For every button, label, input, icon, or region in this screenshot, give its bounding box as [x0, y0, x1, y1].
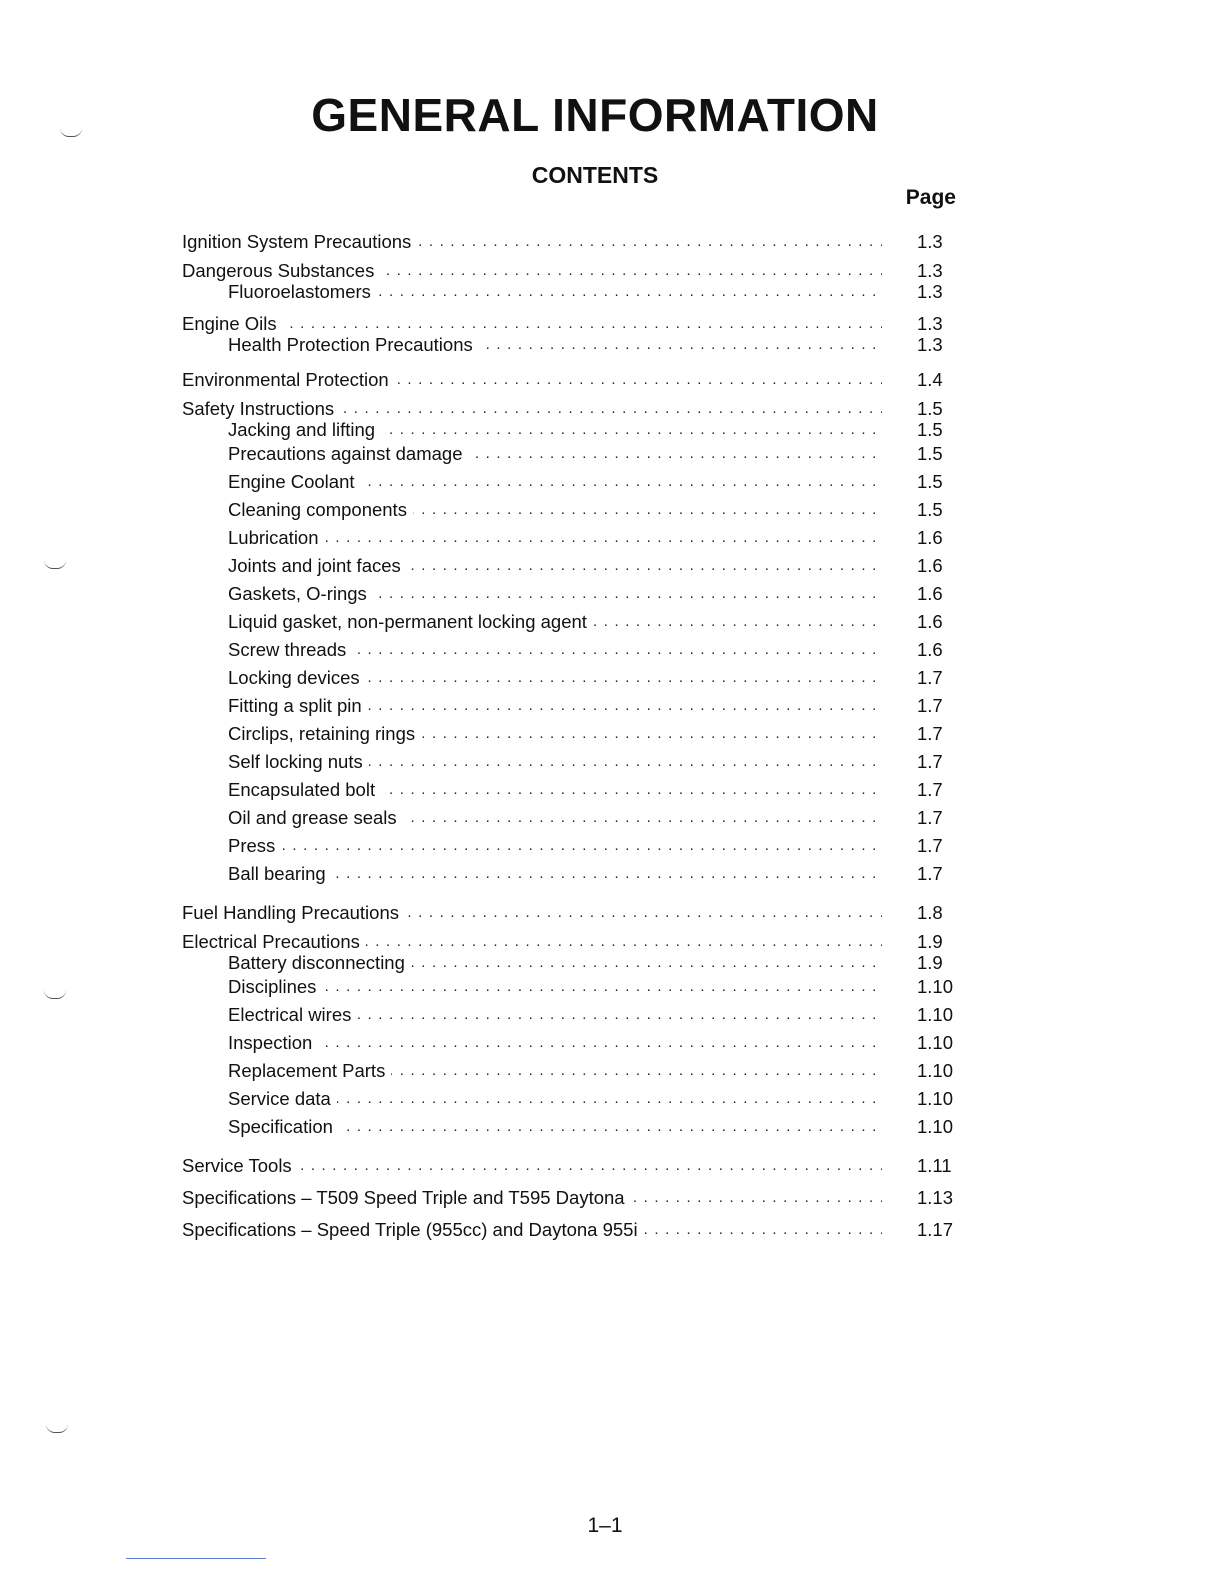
toc-entry-label: Joints and joint faces: [228, 555, 407, 576]
toc-entry[interactable]: [182, 776, 972, 804]
toc-entry-label: Fuel Handling Precautions: [182, 902, 405, 923]
toc-entry-label: Encapsulated bolt: [228, 779, 381, 800]
toc-entry-label: Environmental Protection: [182, 369, 395, 390]
toc-entry-page: 1.10: [917, 1088, 954, 1109]
toc-entry[interactable]: [182, 1216, 972, 1244]
binder-hole-mark: [46, 1424, 68, 1433]
toc-entry-label: Engine Coolant: [228, 471, 361, 492]
toc-entry[interactable]: [182, 334, 972, 355]
table-of-contents: [182, 228, 972, 1244]
toc-entry[interactable]: [182, 832, 972, 860]
toc-entry[interactable]: [182, 804, 972, 832]
toc-entry-page: 1.6: [917, 527, 943, 548]
toc-entry-page: 1.7: [917, 695, 943, 716]
toc-entry[interactable]: [182, 313, 972, 334]
toc-entry[interactable]: [182, 552, 972, 580]
page-column-heading: Page: [905, 186, 956, 209]
toc-entry-page: 1.6: [917, 611, 943, 632]
toc-entry-label: Cleaning components: [228, 499, 413, 520]
toc-entry-page: 1.11: [917, 1155, 952, 1176]
toc-entry[interactable]: [182, 664, 972, 692]
toc-entry-page: 1.10: [917, 1004, 954, 1025]
toc-entry[interactable]: [182, 931, 972, 952]
toc-entry-label: Liquid gasket, non-permanent locking agent: [228, 611, 593, 632]
toc-entry-page: 1.7: [917, 667, 943, 688]
page-title: GENERAL INFORMATION: [311, 89, 879, 141]
toc-entry[interactable]: [182, 440, 972, 468]
toc-entry[interactable]: [182, 899, 972, 927]
toc-entry-page: 1.7: [917, 751, 943, 772]
toc-entry[interactable]: [182, 720, 972, 748]
toc-entry-page: 1.5: [917, 471, 943, 492]
toc-entry-page: 1.5: [917, 443, 943, 464]
toc-entry[interactable]: [182, 1057, 972, 1085]
toc-entry-label: Electrical wires: [228, 1004, 357, 1025]
toc-entry[interactable]: [182, 260, 972, 281]
toc-entry[interactable]: [182, 748, 972, 776]
toc-entry[interactable]: [182, 973, 972, 1001]
toc-entry[interactable]: [182, 366, 972, 394]
toc-entry-page: 1.10: [917, 1116, 954, 1137]
toc-entry-page: 1.9: [917, 931, 943, 952]
toc-entry-label: Specifications – Speed Triple (955cc) and Daytona 955i: [182, 1219, 644, 1240]
toc-entry-page: 1.7: [917, 779, 943, 800]
toc-entry[interactable]: [182, 1184, 972, 1212]
toc-entry[interactable]: [182, 419, 972, 440]
toc-entry-label: Health Protection Precautions: [228, 334, 479, 355]
toc-entry-page: 1.3: [917, 313, 943, 334]
toc-entry[interactable]: [182, 952, 972, 973]
toc-entry-label: Fitting a split pin: [228, 695, 368, 716]
toc-entry[interactable]: [182, 228, 972, 256]
toc-entry-label: Oil and grease seals: [228, 807, 403, 828]
toc-entry[interactable]: [182, 1001, 972, 1029]
toc-entry-label: Ball bearing: [228, 863, 332, 884]
toc-entry[interactable]: [182, 860, 972, 888]
toc-entry-label: Screw threads: [228, 639, 352, 660]
toc-entry-label: Electrical Precautions: [182, 931, 366, 952]
toc-entry-page: 1.6: [917, 639, 943, 660]
toc-entry-page: 1.5: [917, 398, 943, 419]
toc-entry[interactable]: [182, 1085, 972, 1113]
toc-entry[interactable]: [182, 398, 972, 419]
toc-entry-label: Specifications – T509 Speed Triple and T595 Daytona: [182, 1187, 631, 1208]
toc-entry-label: Ignition System Precautions: [182, 231, 417, 252]
toc-entry-label: Jacking and lifting: [228, 419, 381, 440]
toc-entry-page: 1.10: [917, 976, 954, 997]
toc-entry[interactable]: [182, 692, 972, 720]
toc-entry-label: Dangerous Substances: [182, 260, 380, 281]
toc-entry-label: Safety Instructions: [182, 398, 340, 419]
toc-entry-label: Circlips, retaining rings: [228, 723, 421, 744]
toc-entry-label: Press: [228, 835, 281, 856]
binder-hole-mark: [44, 560, 66, 569]
page-number: 1–1: [587, 1514, 623, 1537]
toc-entry[interactable]: [182, 496, 972, 524]
toc-entry-page: 1.5: [917, 419, 943, 440]
toc-entry-page: 1.10: [917, 1060, 954, 1081]
toc-entry-page: 1.6: [917, 555, 943, 576]
toc-entry-label: Gaskets, O-rings: [228, 583, 373, 604]
toc-entry[interactable]: [182, 636, 972, 664]
toc-entry[interactable]: [182, 524, 972, 552]
toc-entry-label: Self locking nuts: [228, 751, 369, 772]
toc-entry-page: 1.10: [917, 1032, 954, 1053]
toc-entry-page: 1.7: [917, 723, 943, 744]
toc-entry[interactable]: [182, 580, 972, 608]
toc-entry-page: 1.7: [917, 835, 943, 856]
toc-entry-label: Replacement Parts: [228, 1060, 391, 1081]
toc-entry-label: Inspection: [228, 1032, 318, 1053]
toc-entry-label: Fluoroelastomers: [228, 281, 377, 302]
toc-entry[interactable]: [182, 281, 972, 302]
toc-entry-label: Service Tools: [182, 1155, 298, 1176]
toc-entry-page: 1.7: [917, 863, 943, 884]
toc-entry-page: 1.3: [917, 231, 943, 252]
toc-entry[interactable]: [182, 1113, 972, 1141]
toc-entry-page: 1.13: [917, 1187, 954, 1208]
toc-entry-label: Battery disconnecting: [228, 952, 411, 973]
scan-edge-line: [126, 1558, 266, 1559]
toc-entry-page: 1.4: [917, 369, 943, 390]
toc-entry-page: 1.9: [917, 952, 943, 973]
toc-entry-page: 1.3: [917, 281, 943, 302]
toc-entry-label: Engine Oils: [182, 313, 283, 334]
toc-entry[interactable]: [182, 468, 972, 496]
toc-entry-page: 1.7: [917, 807, 943, 828]
toc-entry-label: Precautions against damage: [228, 443, 468, 464]
toc-entry-label: Specification: [228, 1116, 339, 1137]
toc-entry-page: 1.3: [917, 334, 943, 355]
contents-heading: CONTENTS: [531, 162, 659, 188]
toc-entry-page: 1.3: [917, 260, 943, 281]
toc-entry-page: 1.8: [917, 902, 943, 923]
toc-entry-label: Locking devices: [228, 667, 366, 688]
toc-entry-label: Disciplines: [228, 976, 322, 997]
toc-entry[interactable]: [182, 608, 972, 636]
toc-entry[interactable]: [182, 1152, 972, 1180]
toc-entry[interactable]: [182, 1029, 972, 1057]
toc-entry-page: 1.5: [917, 499, 943, 520]
binder-hole-mark: [44, 990, 66, 999]
toc-entry-label: Lubrication: [228, 527, 325, 548]
toc-entry-page: 1.17: [917, 1219, 954, 1240]
toc-entry-label: Service data: [228, 1088, 337, 1109]
toc-entry-page: 1.6: [917, 583, 943, 604]
